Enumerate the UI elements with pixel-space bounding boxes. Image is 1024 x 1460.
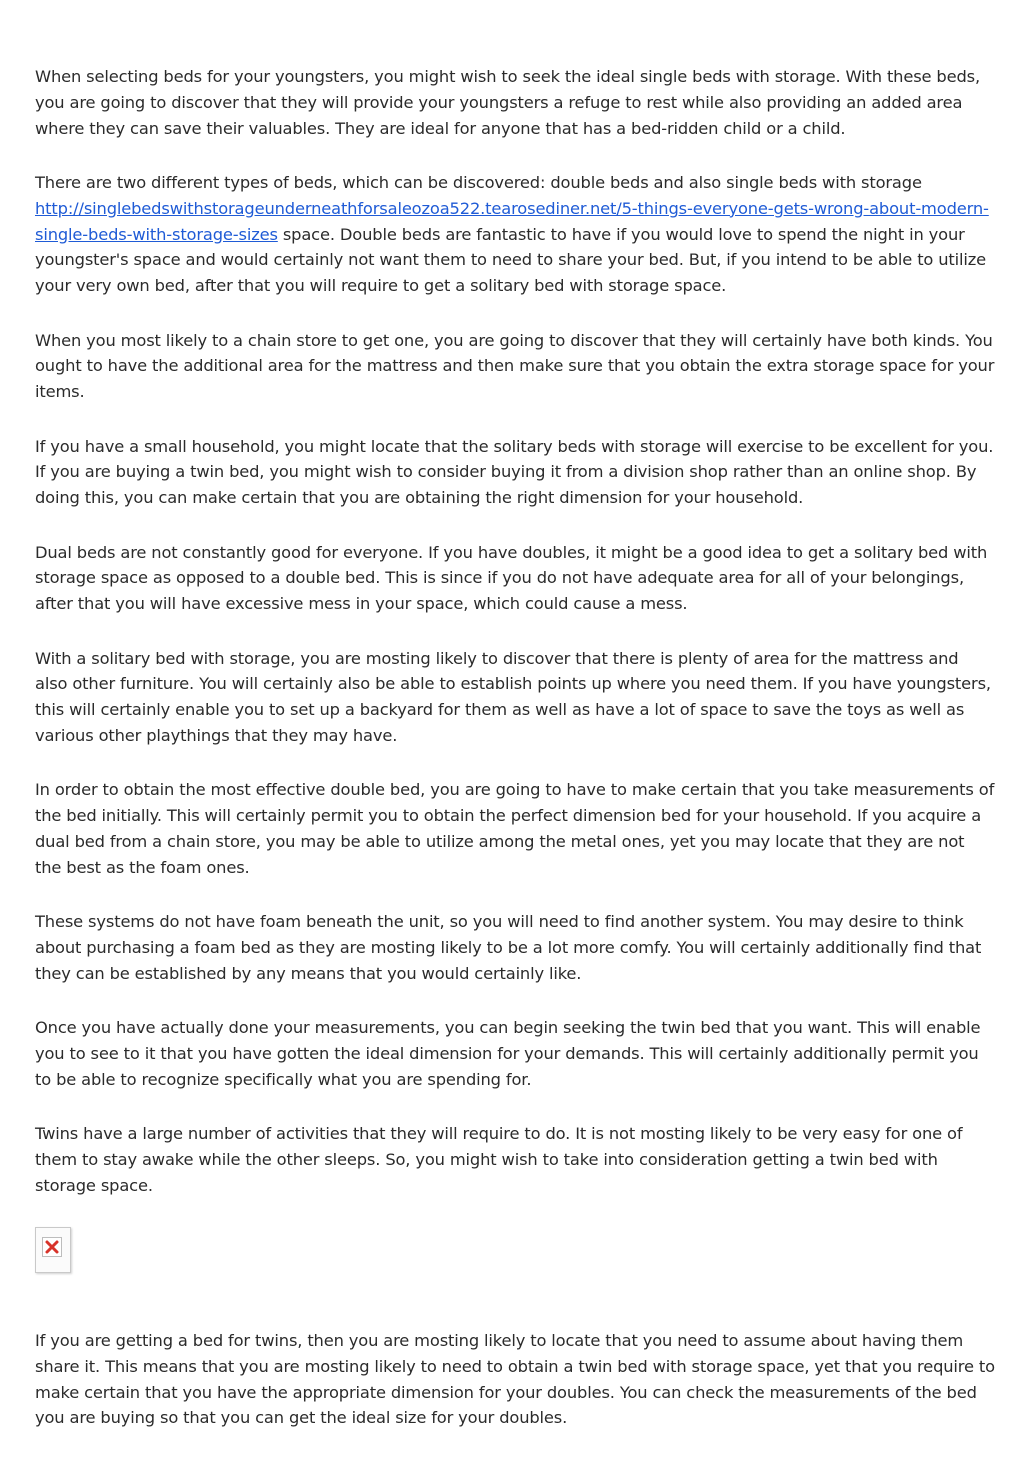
paragraph-2 [35, 170, 995, 299]
paragraph-6: With a solitary bed with storage, you are mosting likely to discover that there is plenty of area for the mattress and also other furniture. You will certainly also be able to establish points up where you need them. If you have youngsters, this will certainly enable you to set up a backyard for them as well as have a lot of space to save the toys as well as various other playthings that they may have. [35, 648, 991, 745]
document-body [35, 64, 995, 1460]
article-link[interactable]: http://singlebedswithstorageunderneathforsaleozoa522.tearosediner.net/5-things-everyone-gets-wrong-about-modern-single-beds-with-storage-sizes [35, 198, 989, 244]
broken-image-placeholder [35, 1227, 71, 1273]
paragraph-8: These systems do not have foam beneath the unit, so you will need to find another system. You may desire to think about purchasing a foam bed as they are mosting likely to be a lot more comfy. You will certainly additionally find that they can be established by any means that you would certainly like. [35, 912, 982, 983]
paragraph-3: When you most likely to a chain store to get one, you are going to discover that they will certainly have both kinds. You ought to have the additional area for the mattress and then make sure that you obtain the extra storage space for your items. [35, 330, 995, 402]
paragraph-11: If you are getting a bed for twins, then you are mosting likely to locate that you need to assume about having them share it. This means that you are mosting likely to need to obtain a twin bed with storage space, yet that you require to make certain that you have the appropriate dimension for your doubles. You can check the measurements of the bed you are buying so that you can get the ideal size for your doubles. [35, 1331, 995, 1428]
paragraph-10: Twins have a large number of activities that they will require to do. It is not mosting likely to be very easy for one of them to stay awake while the other sleeps. So, you might wish to take into consideration getting a twin bed with storage space. [35, 1124, 963, 1195]
paragraph-2-text-after: space. Double beds are fantastic to have if you would love to spend the night in your youngster's space and would certainly not want them to need to share your bed. But, if you intend to be able to utilize your very own bed, after that you will require to get a solitary bed with storage space. [35, 224, 987, 296]
paragraph-9: Once you have actually done your measurements, you can begin seeking the twin bed that you want. This will enable you to see to it that you have gotten the ideal dimension for your demands. This will certainly additionally permit you to be able to recognize specifically what you are spending for. [35, 1018, 981, 1089]
broken-image-icon [42, 1237, 62, 1257]
paragraph-1: When selecting beds for your youngsters, you might wish to seek the ideal single beds with storage. With these beds, you are going to discover that they will provide your youngsters a refuge to rest while also providing an added area where they can save their valuables. They are ideal for anyone that has a bed-ridden child or a child. [35, 67, 981, 138]
paragraph-5: Dual beds are not constantly good for everyone. If you have doubles, it might be a good idea to get a solitary bed with storage space as opposed to a double bed. This is since if you do not have adequate area for all of your belongings, after that you will have excessive mess in your space, which could cause a mess. [35, 542, 988, 614]
paragraph-2-text-before: There are two different types of beds, which can be discovered: double beds and also single beds with storage [35, 172, 922, 192]
paragraph-7: In order to obtain the most effective double bed, you are going to have to make certain that you take measurements of the bed initially. This will certainly permit you to obtain the perfect dimension bed for your household. If you acquire a dual bed from a chain store, you may be able to utilize among the metal ones, yet you may locate that they are not the best as the foam ones. [35, 780, 995, 877]
paragraph-4: If you have a small household, you might locate that the solitary beds with storage will exercise to be excellent for you. If you are buying a twin bed, you might wish to consider buying it from a division shop rather than an online shop. By doing this, you can make certain that you are obtaining the right dimension for your household. [35, 436, 994, 508]
